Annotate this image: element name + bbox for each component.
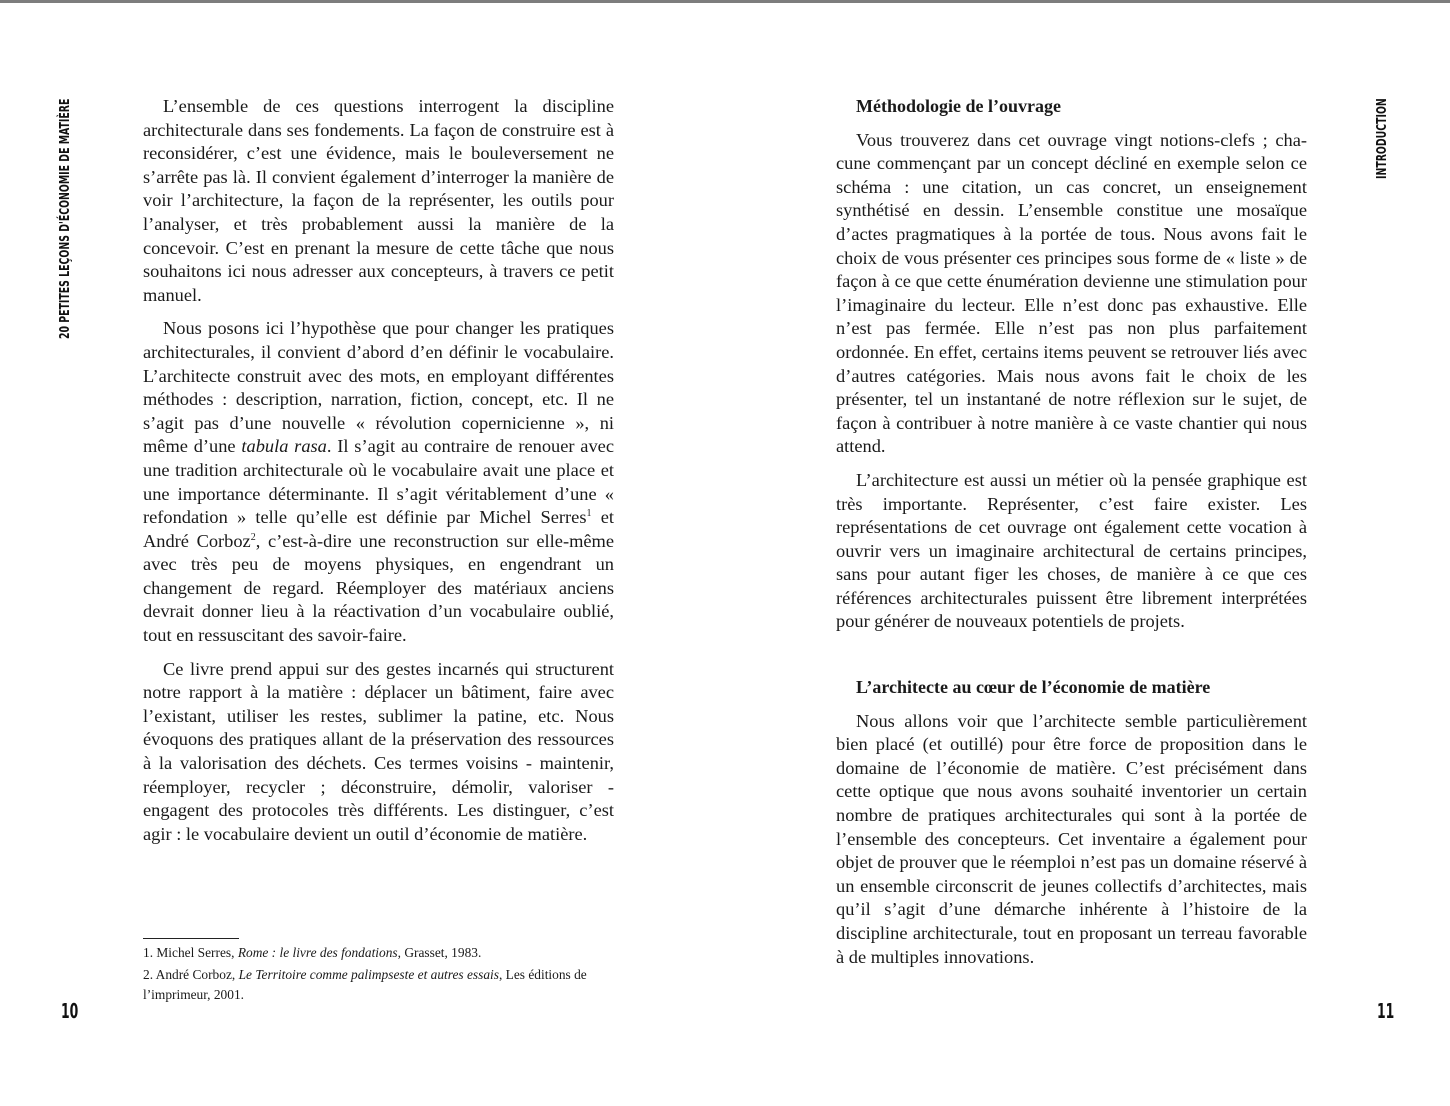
italic-term: tabula rasa — [241, 436, 327, 457]
footnote-rule — [143, 938, 239, 939]
paragraph: Nous allons voir que l’architecte semble particulièrement bien placé (et outillé) pour être force de proposition dans le domaine de l’économie de matière. C’est précisément dans cette optique que nous avons souhaité inventorier un certain nombre de pratiques architecturales qui sont à la portée de l’ensemble des concepteurs. Cet inventaire a également pour objet de prouver que le réemploi n’est pas un domaine réservé à un ensemble circonscrit de jeunes collectifs d’architectes, mais qu’il s’agit d’une démarche inhérente à l’histoire de la discipline architecturale, tout en proposant un terreau favorable à de multiples innovations. — [836, 710, 1307, 967]
section-heading: Méthodologie de l’ouvrage — [856, 96, 1061, 116]
paragraph: Ce livre prend appui sur des gestes incarnés qui structurent notre rapport à la matière : déplacer un bâtiment, faire avec l’existant, utiliser les restes, sublimer la patine, etc. Nous évoquons des pratiques allant de la préservation des ressources à la valorisation des déchets. Ces termes voisins - maintenir, réemployer, recycler ; déconstruire, démolir, valoriser - engagent des protocoles très différents. Les distinguer, c’est agir : le vocabulaire devient un outil d’économie de matière. — [143, 658, 614, 844]
footnote-ref-1[interactable]: 1 — [586, 508, 592, 520]
footnotes — [143, 938, 614, 1007]
paragraph: L’ensemble de ces questions interrogent la discipline architecturale dans ses fondements. La façon de construire est à reconsidérer, c’est une évidence, mais le bouleversement ne s’arrête pas là. Il convient également d’interroger la manière de voir l’architecture, la façon de la représenter, les outils pour l’analyser, et très probablement aussi la manière de la concevoir. C’est en prenant la mesure de cette tâche que nous souhaitons ici nous adresser aux concepteurs, à travers ce petit manuel. — [143, 96, 614, 305]
footnote-1: 1. Michel Serres, Rome : le livre des fondations, Grasset, 1983. — [143, 945, 482, 960]
running-head-chapter: INTRODUCTION — [1375, 98, 1390, 179]
paragraph: Vous trouverez dans cet ouvrage vingt notions-clefs ; chacune commençant par un concept décliné en exemple selon ce schéma : une citation, un cas concret, un enseignement synthétisé en dessin. L’ensemble constitue une mosaïque d’actes pragmatiques à la portée de tous. Nous avons fait le choix de vous présenter ces principes sous forme de « liste » de façon à ce que cette énumération devienne une stimulation pour l’imaginaire du lecteur. Elle n’est donc pas exhaustive. Elle n’est pas fermée. Elle n’est pas non plus parfaitement ordonnée. En effet, certains items peuvent se retrouver liés avec d’autres catégories. Mais nous avons fait le choix de les présenter, tel un instantané de notre réflexion sur le sujet, de façon à contribuer à notre manière à ce vaste chantier qui nous attend. — [836, 129, 1307, 457]
running-head-book-title: 20 PETITES LEÇONS D'ÉCONOMIE DE MATIÈRE — [58, 98, 73, 339]
page-number: 10 — [61, 999, 79, 1023]
left-page-body — [143, 95, 614, 846]
section-heading: L’architecte au cœur de l’économie de matière — [856, 677, 1211, 698]
page-number: 11 — [1377, 999, 1395, 1023]
right-page-body — [836, 95, 1307, 969]
paragraph: L’architecture est aussi un métier où la pensée graphique est très importante. Représenter, c’est faire exister. Les représentations de cet ouvrage ont également cette vocation à ouvrir vers un imaginaire architectural de certains principes, sans pour autant figer les choses, de manière à ce que ces références architecturales puissent être librement interprétées pour générer de nouveaux potentiels de projets. — [836, 469, 1307, 632]
footnote-ref-2[interactable]: 2 — [250, 531, 256, 543]
footnote-2: 2. André Corboz, Le Territoire comme palimpseste et autres essais, Les éditions de l’imprimeur, 2001. — [143, 967, 587, 1002]
paragraph: Nous posons ici l’hypothèse que pour changer les pratiques architecturales, il convient d’abord d’en définir le vocabulaire. L’architecte construit avec des mots, en employant différentes méthodes : description, narration, fiction, concept, etc. Il ne s’agit pas d’une nouvelle « révolution copernicienne », ni même d’une tabula rasa. Il s’agit au contraire de renouer avec une tradition architecturale où le vocabulaire avait une place et une importance déterminante. Il s’agit véritablement d’une « refondation » telle qu’elle est définie par Michel Serres$^1$ et André Corboz$^2$, c’est-à-dire une reconstruction sur elle-même avec très peu de moyens physiques, en engendrant un changement de regard. Réemployer des matériaux anciens devrait donner lieu à la réactivation d’un vocabulaire oublié, tout en ressuscitant des savoir-faire. — [143, 318, 615, 646]
